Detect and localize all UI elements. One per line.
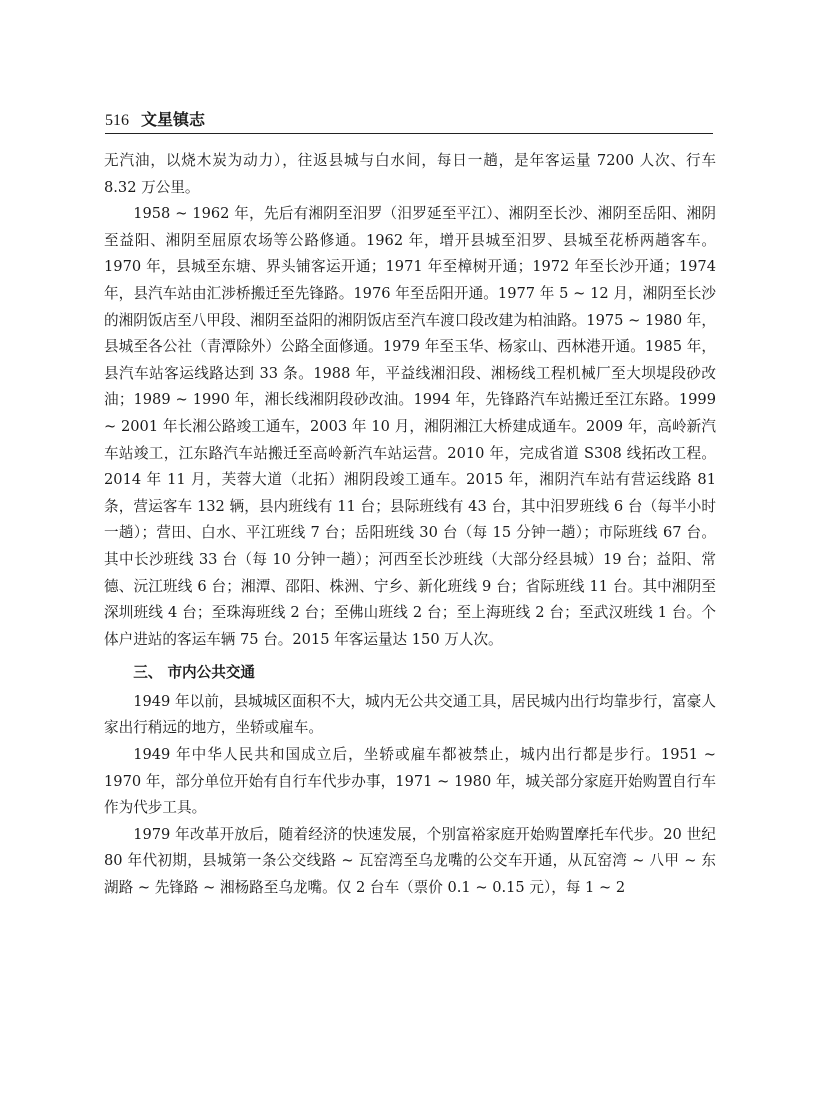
page-header: [105, 108, 713, 134]
paragraph-continued: 无汽油，以烧木炭为动力），往返县城与白水间，每日一趟，是年客运量 7200 人次、行车 8.32 万公里。: [104, 152, 716, 196]
book-title: 文星镇志: [141, 110, 206, 129]
paragraph-highway-history: 1958 ~ 1962 年，先后有湘阴至汨罗（汨罗延至平江）、湘阴至长沙、湘阴至岳阳、湘阴至益阳、湘阴至屈原农场等公路修通。1962 年，增开县城至汨罗、县城至花桥两趟客车。1970 年，县城至东塘、界头铺客运开通；1971 年至樟树开通；1972 年至长沙开通；1974 年，县汽车站由汇涉桥搬迁至先锋路。1976 年至岳阳开通。1977 年 5 ~ 12 月，湘阴至长沙的湘阴饭店至八甲段、湘阴至益阳的湘阴饭店至汽车渡口段改建为柏油路。1975 ~ 1980 年，县城至各公社（青潭除外）公路全面修通。1979 年至玉华、杨家山、西林港开通。1985 年，县汽车站客运线路达到 33 条。1988 年，平益线湘汨段、湘杨线工程机械厂至大坝堤段砂改油；1989 ~ 1990 年，湘长线湘阴段砂改油。1994 年，先锋路汽车站搬迁至江东路。1999 ~ 2001 年长湘公路竣工通车，2003 年 10 月，湘阴湘江大桥建成通车。2009 年，高岭新汽车站竣工，江东路汽车站搬迁至高岭新汽车站运营。2010 年，完成省道 S308 线拓改工程。2014 年 11 月，芙蓉大道（北拓）湘阴段竣工通车。2015 年，湘阴汽车站有营运线路 81 条，营运客车 132 辆，县内班线有 11 台；县际班线有 43 台，其中汨罗班线 6 台（每半小时一趟）；营田、白水、平江班线 7 台；岳阳班线 30 台（每 15 分钟一趟）；市际班线 67 台。其中长沙班线 33 台（每 10 分钟一趟）；河西至长沙班线（大部分经县城）19 台；益阳、常德、沅江班线 6 台；湘潭、邵阳、株洲、宁乡、新化班线 9 台；省际班线 11 台。其中湘阴至深圳班线 4 台；至珠海班线 2 台；至佛山班线 2 台；至上海班线 2 台；至武汉班线 1 台。个体户进站的客运车辆 75 台。2015 年客运量达 150 万人次。: [104, 205, 716, 648]
paragraph-pre-1949: 1949 年以前，县城城区面积不大，城内无公共交通工具，居民城内出行均靠步行，富豪人家出行稍远的地方，坐轿或雇车。: [104, 692, 716, 737]
page-body: [104, 148, 716, 902]
page-number: 516: [105, 112, 129, 129]
paragraph-reform-era: 1979 年改革开放后，随着经济的快速发展，个别富裕家庭开始购置摩托车代步。20 世纪 80 年代初期，县城第一条公交线路 ~ 瓦窑湾至乌龙嘴的公交车开通，从瓦窑湾 ~ 八甲 ~ 东湖路 ~ 先锋路 ~ 湘杨路至乌龙嘴。仅 2 台车（票价 0.1 ~ 0.15 元），每 1 ~ 2: [104, 825, 716, 897]
section-heading: 三、 市内公共交通: [133, 664, 256, 682]
paragraph-1949-1980: 1949 年中华人民共和国成立后，坐轿或雇车都被禁止，城内出行都是步行。1951 ~ 1970 年，部分单位开始有自行车代步办事，1971 ~ 1980 年，城关部分家庭开始购置自行车作为代步工具。: [104, 746, 716, 817]
